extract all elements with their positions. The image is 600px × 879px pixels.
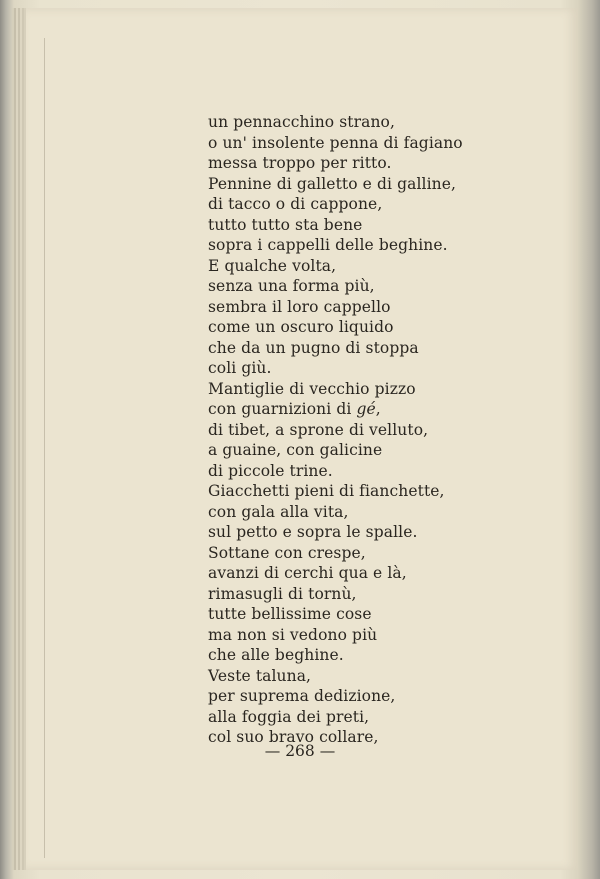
page-gutter	[44, 38, 45, 858]
poem-line-punct: ,	[375, 400, 381, 418]
poem-line: per suprema dedizione,	[208, 687, 396, 705]
poem-line-text: con guarnizioni di	[208, 400, 357, 418]
italic-word: gé	[356, 400, 376, 418]
poem-line: che alle beghine.	[208, 646, 344, 664]
page-number: — 268 —	[264, 742, 336, 760]
poem-line: di tibet, a sprone di velluto,	[208, 420, 429, 439]
poem-line: Giacchetti pieni di fianchette,	[208, 482, 445, 500]
poem-line: sopra i cappelli delle beghine.	[208, 236, 448, 254]
poem-text	[208, 112, 463, 748]
poem-line: messa troppo per ritto.	[208, 154, 392, 172]
poem-line: ma non si vedono più	[208, 625, 378, 644]
poem-line: rimasugli di tornù,	[208, 584, 357, 603]
poem-line: Sottane con crespe,	[208, 543, 366, 562]
poem-line	[208, 399, 463, 420]
poem-line: avanzi di cerchi qua e là,	[208, 564, 407, 582]
poem-line: di tacco o di cappone,	[208, 195, 383, 213]
poem-line: con gala alla vita,	[208, 502, 349, 521]
poem-line: sul petto e sopra le spalle.	[208, 523, 418, 541]
poem-line: coli giù.	[208, 359, 272, 377]
poem-line: tutte bellissime cose	[208, 605, 372, 623]
poem-line: col suo bravo collare,	[208, 728, 379, 746]
poem-line: come un oscuro liquido	[208, 318, 394, 336]
poem-line: alla foggia dei preti,	[208, 707, 370, 726]
poem-line: senza una forma più,	[208, 277, 375, 295]
poem-line: a guaine, con galicine	[208, 441, 383, 459]
poem-line: sembra il loro cappello	[208, 297, 391, 316]
poem-line: di piccole trine.	[208, 461, 333, 480]
poem-line: o un' insolente penna di fagiano	[208, 133, 463, 152]
poem-line: un pennacchino strano,	[208, 113, 396, 131]
poem-line: Mantiglie di vecchio pizzo	[208, 379, 416, 398]
poem-line: E qualche volta,	[208, 256, 337, 275]
poem-line: Pennine di galletto e di galline,	[208, 174, 457, 193]
poem-line: Veste taluna,	[208, 666, 312, 685]
poem-line: che da un pugno di stoppa	[208, 338, 419, 357]
poem-line: tutto tutto sta bene	[208, 215, 363, 234]
